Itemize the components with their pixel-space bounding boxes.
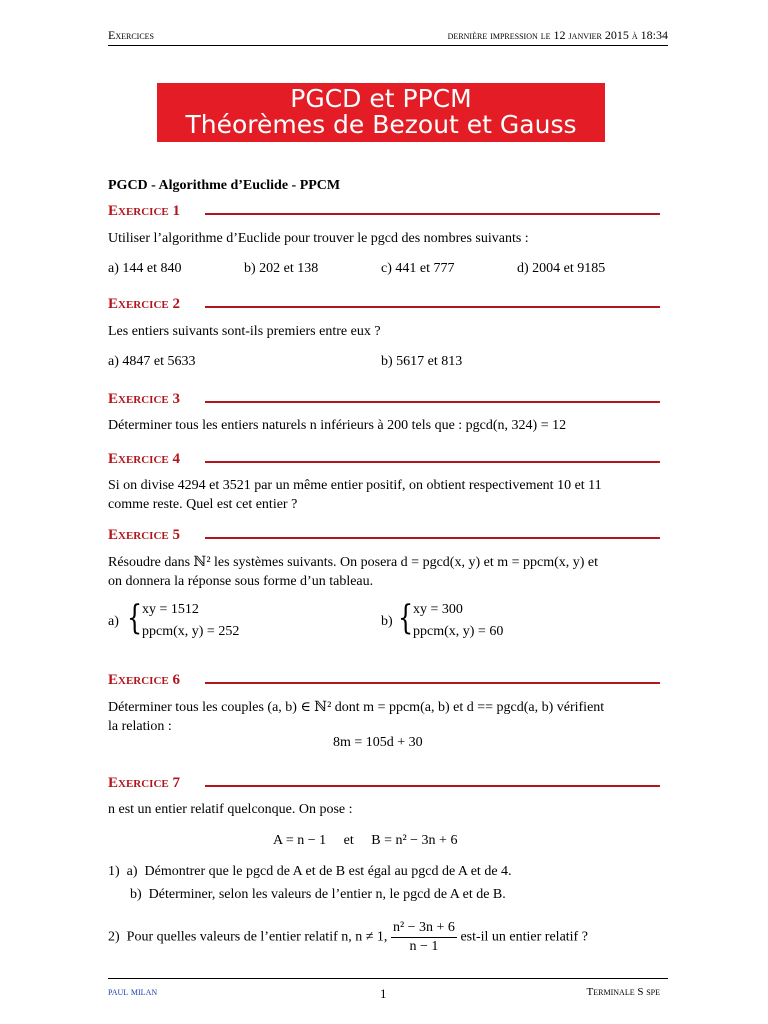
exercise-3-title: Exercice 3 xyxy=(108,391,180,407)
fraction-numerator: n² − 3n + 6 xyxy=(391,920,457,938)
exercise-1-item-b: b) 202 et 138 xyxy=(244,261,319,276)
exercise-5-b-eq2: ppcm(x, y) = 60 xyxy=(413,624,504,639)
exercise-6-text-line2: la relation : xyxy=(108,719,172,734)
exercise-7-equation: A = n − 1 et B = n² − 3n + 6 xyxy=(273,833,458,848)
exercise-1-rule xyxy=(205,213,660,215)
title-banner xyxy=(157,83,605,142)
header-left: Exercices xyxy=(108,28,155,42)
banner-line1: PGCD et PPCM xyxy=(290,84,472,113)
exercise-5-a-eq1: xy = 1512 xyxy=(142,602,199,617)
footer-rule xyxy=(108,978,668,979)
exercise-7-title: Exercice 7 xyxy=(108,775,180,791)
exercise-6-text-line1: Déterminer tous les couples (a, b) ∈ ℕ² dont m = ppcm(a, b) et d == pgcd(a, b) vérifient xyxy=(108,700,605,715)
exercise-2-title: Exercice 2 xyxy=(108,296,180,312)
system-a-brace: { xyxy=(127,598,143,638)
exercise-1-text: Utiliser l’algorithme d’Euclide pour trouver le pgcd des nombres suivants : xyxy=(108,231,529,246)
exercise-1-item-d: d) 2004 et 9185 xyxy=(517,261,606,276)
exercise-3-text: Déterminer tous les entiers naturels n inférieurs à 200 tels que : pgcd(n, 324) = 12 xyxy=(108,418,567,433)
footer-author: paul milan xyxy=(108,986,158,998)
exercise-6-rule xyxy=(205,682,660,684)
exercise-6-equation: 8m = 105d + 30 xyxy=(333,735,423,750)
exercise-4-text-line2: comme reste. Quel est cet entier ? xyxy=(108,497,298,512)
exercise-5-b-eq1: xy = 300 xyxy=(413,602,463,617)
fraction-denominator: n − 1 xyxy=(409,939,439,954)
footer-class: Terminale S spe xyxy=(586,986,660,998)
exercise-4-title: Exercice 4 xyxy=(108,451,180,467)
exercise-1-title: Exercice 1 xyxy=(108,203,180,219)
exercise-7-q1a: 1) a) Démontrer que le pgcd de A et de B est égal au pgcd de A et de 4. xyxy=(108,864,512,879)
exercise-7-rule xyxy=(205,785,660,787)
exercise-7-q2-pre: 2) Pour quelles valeurs de l’entier relatif n, n ≠ 1, xyxy=(108,929,388,945)
fraction xyxy=(391,920,457,955)
exercise-1-item-c: c) 441 et 777 xyxy=(381,261,455,276)
exercise-5-title: Exercice 5 xyxy=(108,527,180,543)
exercise-7-text: n est un entier relatif quelconque. On pose : xyxy=(108,802,353,817)
exercise-5-rule xyxy=(205,537,660,539)
exercise-1-item-a: a) 144 et 840 xyxy=(108,261,182,276)
exercise-2-item-b: b) 5617 et 813 xyxy=(381,354,463,369)
exercise-7-q2-post: est-il un entier relatif ? xyxy=(460,929,588,945)
exercise-2-rule xyxy=(205,306,660,308)
exercise-4-rule xyxy=(205,461,660,463)
exercise-5-a-eq2: ppcm(x, y) = 252 xyxy=(142,624,240,639)
exercise-3-rule xyxy=(205,401,660,403)
banner-line2: Théorèmes de Bezout et Gauss xyxy=(185,110,577,139)
exercise-5-a-label: a) xyxy=(108,614,119,629)
exercise-2-item-a: a) 4847 et 5633 xyxy=(108,354,196,369)
exercise-5-text-line1: Résoudre dans ℕ² les systèmes suivants. On posera d = pgcd(x, y) et m = ppcm(x, y) et xyxy=(108,555,599,570)
section-title: PGCD - Algorithme d’Euclide - PPCM xyxy=(108,178,341,193)
header-right: dernière impression le 12 janvier 2015 à 18:34 xyxy=(447,28,668,42)
exercise-2-text: Les entiers suivants sont-ils premiers entre eux ? xyxy=(108,324,381,339)
exercise-5-b-label: b) xyxy=(381,614,393,629)
exercise-5-text-line2: on donnera la réponse sous forme d’un tableau. xyxy=(108,574,374,589)
system-b-brace: { xyxy=(398,598,414,638)
exercise-7-q2 xyxy=(108,920,588,955)
footer-page-number: 1 xyxy=(380,986,387,1001)
exercise-4-text-line1: Si on divise 4294 et 3521 par un même entier positif, on obtient respectivement 10 et 11 xyxy=(108,478,602,493)
header-rule xyxy=(108,45,668,46)
exercise-6-title: Exercice 6 xyxy=(108,672,180,688)
exercise-7-q1b: b) Déterminer, selon les valeurs de l’entier n, le pgcd de A et de B. xyxy=(130,887,506,902)
